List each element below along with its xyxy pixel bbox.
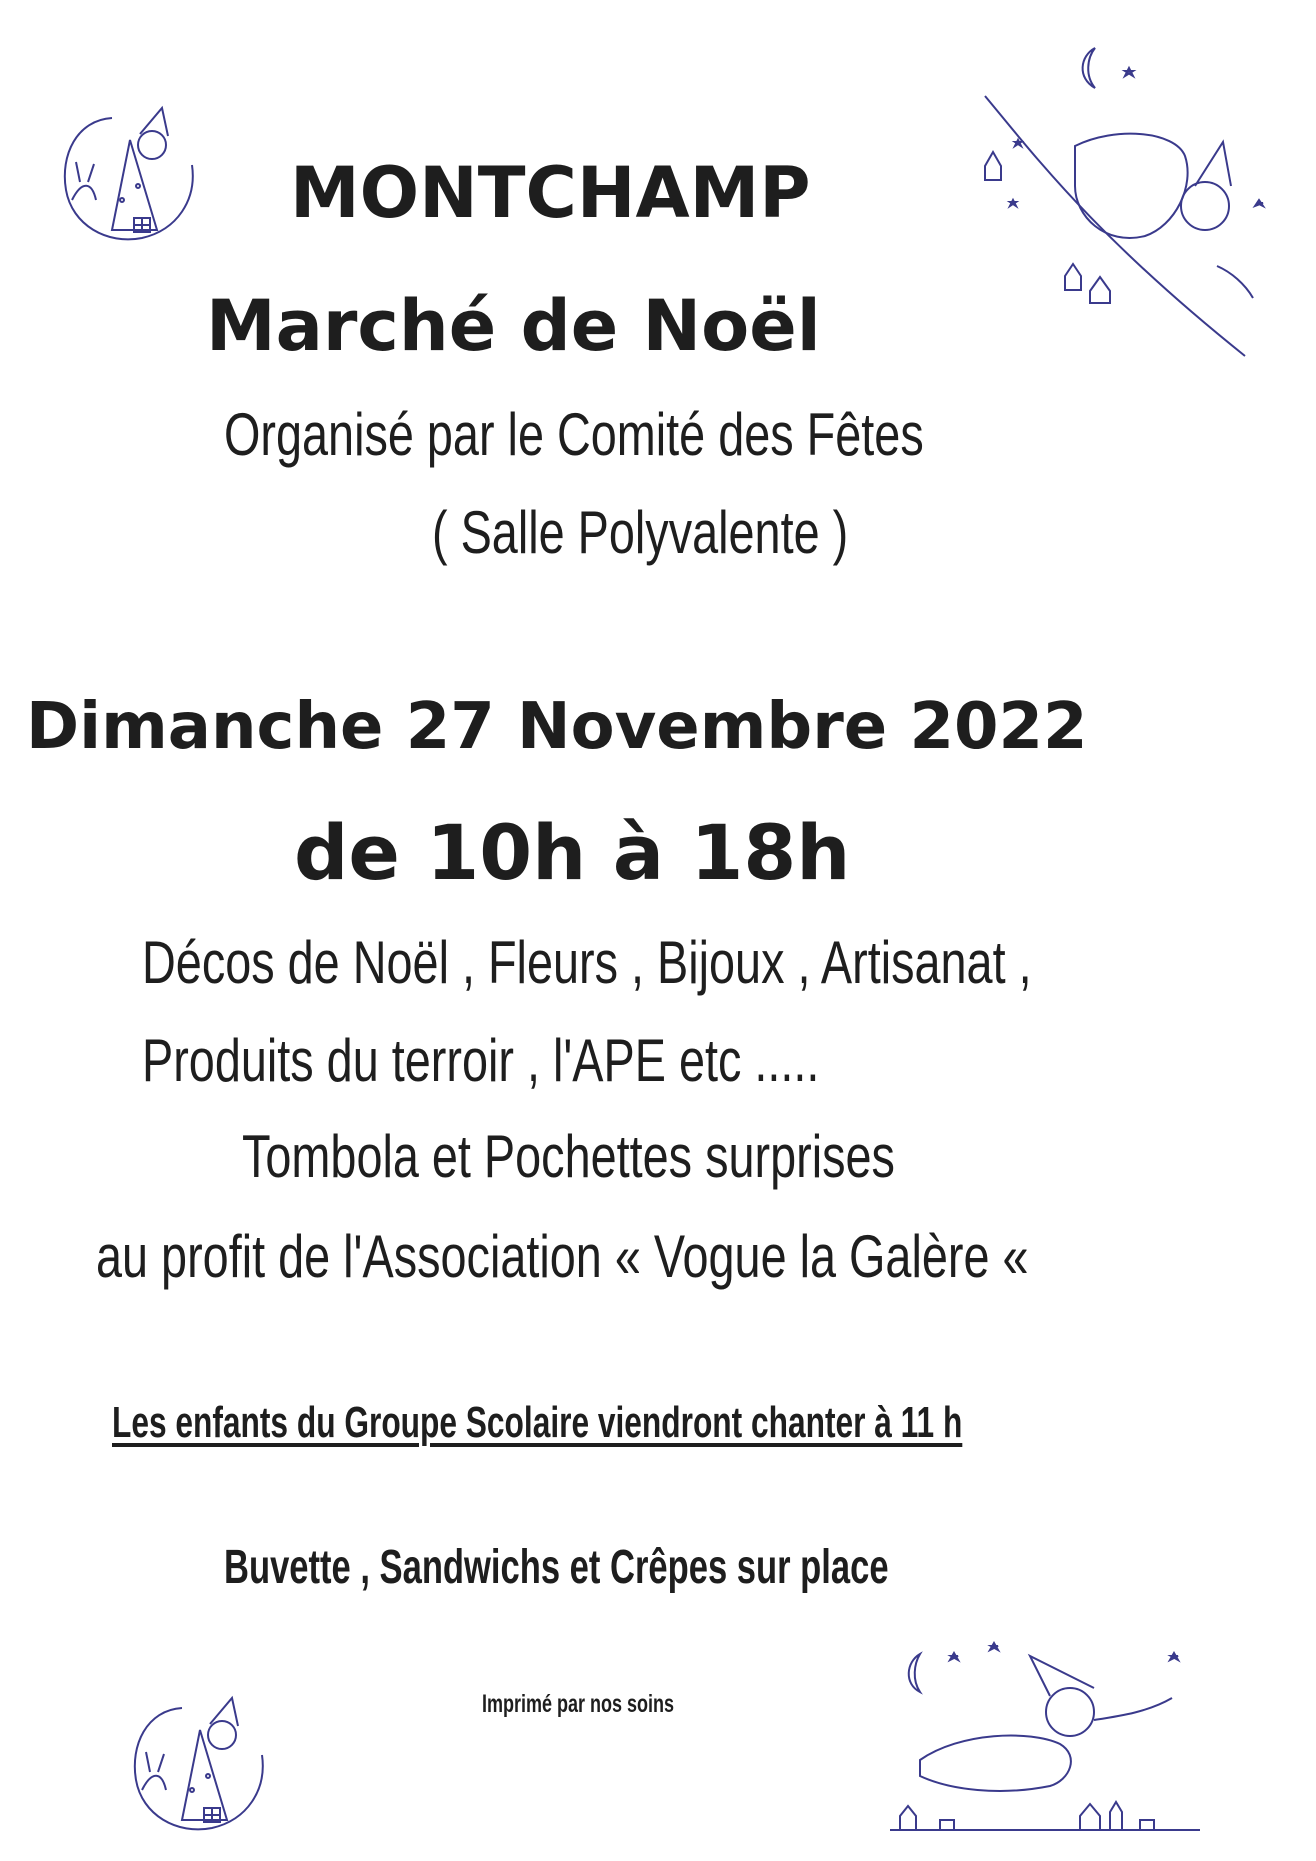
page-title: MONTCHAMP: [290, 152, 811, 234]
printed-note: Imprimé par nos soins: [482, 1690, 675, 1718]
elf-tree-drawing-bottom-left: [122, 1680, 272, 1840]
children-singing-note: Les enfants du Groupe Scolaire viendront chanter à 11 h: [112, 1398, 963, 1447]
event-name: Marché de Noël: [206, 285, 821, 367]
items-line-1: Décos de Noël , Fleurs , Bijoux , Artisanat ,: [142, 929, 1032, 996]
items-line-2: Produits du terroir , l'APE etc .....: [142, 1027, 820, 1094]
flying-elf-drawing-bottom-right: [880, 1640, 1200, 1850]
refreshments-text: Buvette , Sandwichs et Crêpes sur place: [224, 1541, 889, 1594]
benefit-text: au profit de l'Association « Vogue la Galère «: [96, 1223, 1029, 1290]
tombola-text: Tombola et Pochettes surprises: [242, 1123, 895, 1190]
event-date: Dimanche 27 Novembre 2022: [26, 690, 1088, 764]
venue-text: ( Salle Polyvalente ): [432, 499, 849, 566]
organizer-text: Organisé par le Comité des Fêtes: [224, 401, 924, 468]
elf-tree-drawing-top-left: [52, 90, 202, 250]
flying-elf-drawing-top-right: [955, 36, 1285, 396]
event-hours: de 10h à 18h: [294, 808, 851, 897]
